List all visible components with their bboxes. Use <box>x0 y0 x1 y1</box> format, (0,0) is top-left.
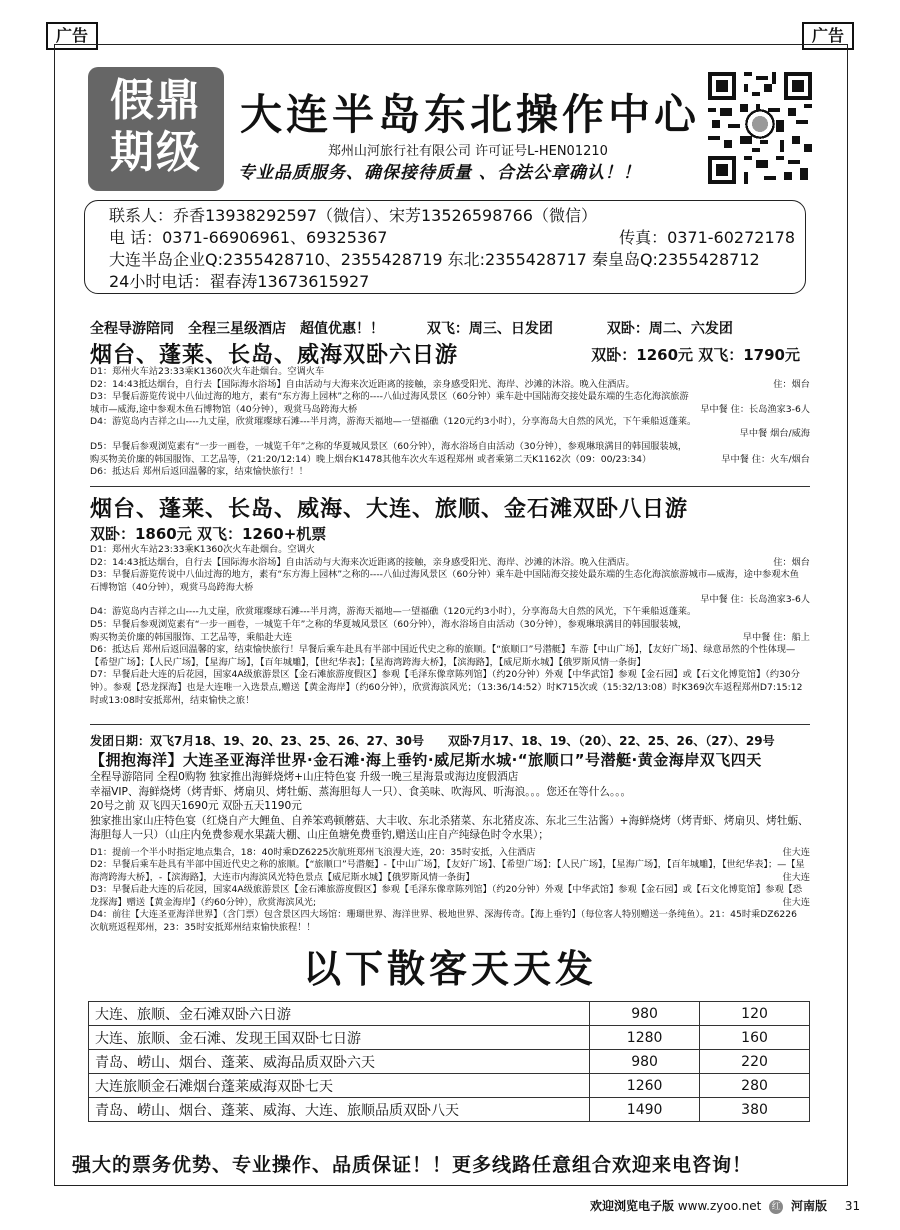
tour3-title: 【拥抱海洋】大连圣亚海洋世界·金石滩·海上垂钓·威尼斯水城·“旅顺口”号潜艇·黄金海岸双飞四天 <box>90 751 762 769</box>
tour1-section <box>90 318 810 479</box>
divider <box>90 486 810 487</box>
daily-tours-table <box>88 1001 810 1122</box>
itinerary-day: D1：郑州火车站23:33乘K1360次火车赴烟台。空调火车 <box>90 366 325 377</box>
itinerary-day: D2：14:43抵达烟台，自行去【国际海水浴场】自由活动与大海来次近距离的接触，亲身感受阳光、海岸、沙滩的沐浴。晚入住酒店。 住：烟台 <box>90 556 810 568</box>
contact-phone-row <box>109 227 795 249</box>
tour1-topline: 全程导游陪同 全程三星级酒店 超值优惠！！ 双飞：周三、日发团 双卧：周二、六发团 <box>90 321 733 337</box>
divider <box>90 724 810 725</box>
itinerary-day: D3：早餐后赴大连的后花园，国家4A级旅游景区【金石滩旅游度假区】参观【毛泽东像章陈列馆】（约20分钟）外观【中华武馆】参观【金石园】或【石文化博览馆】参观【恐龙探海】赠送【黄金海岸】（约60分钟），欣赏海滨风光; 住大连 <box>90 884 810 908</box>
brand-title: 大连半岛东北操作中心 <box>240 90 701 139</box>
itinerary-day: D3：早餐后游览传说中八仙过海的地方，素有“东方海上园林”之称的----八仙过海风景区（60分钟）乘车赴中国陆海交接处最东端的生态化海滨旅游城市—威海,途中参观木鱼石博物馆（40分钟），观赏马岛跨海大桥 早中餐 住：长岛渔家3-6人 <box>90 391 810 415</box>
itinerary-day: D5：早餐后参观浏览素有“一步一画卷，一城览千年”之称的华夏城风景区（60分钟），海水浴场自由活动（30分钟），参观琳琅满目的韩国服装城，购买物美价廉的韩国服饰、工艺品等，（21:20/12:14）晚上烟台K1478其他车次火车返程郑州 或者乘第二天K1162次（09：00/23:34） 早中餐 住：火车/烟台 <box>90 440 810 465</box>
tour3-intro <box>90 770 810 843</box>
itinerary-day: D1：郑州火车站23:33乘K1360次火车赴烟台。空调火 <box>90 544 315 555</box>
tour3-itinerary <box>90 847 810 935</box>
brand-slogan: 专业品质服务、确保接待质量 、合法公章确认！！ <box>238 163 641 183</box>
itinerary-day: D4：前往【大连圣亚海洋世界】（含门票）包含景区四大场馆：珊瑚世界、海洋世界、极地世界、深海传奇。【海上垂钓】（每位客人特别赠送一条纯鱼）。21：45时乘DZ6226次航班返程郑州，23：35时安抵郑州结束愉快旅程！！ <box>90 909 797 934</box>
table-row: 大连、旅顺、金石滩、发现王国双卧七日游 1280 160 <box>89 1026 810 1050</box>
footer-text: 欢迎浏览电子版 <box>590 1199 675 1213</box>
contact-box <box>84 200 806 294</box>
itinerary-day: D4：游览岛内吉祥之山----九丈崖，欣赏璀璨球石滩---半月湾，游海天福地—一望福礁（120元约3小时），分享海岛大自然的风光，下午乘船返蓬莱。 早中餐 烟台/威海 <box>90 416 810 440</box>
footer-site-link[interactable]: www.zyoo.net <box>677 1199 762 1213</box>
contact-persons: 联系人：乔香13938292597（微信）、宋芳13526598766（微信） <box>109 206 597 225</box>
itinerary-day: D1：提前一个半小时指定地点集合，18：40时乘DZ6225次航班郑州飞浪漫大连，20：35时安抵，入住酒店 住大连 <box>90 846 810 858</box>
contact-fax: 传真：0371-60272178 <box>619 228 795 247</box>
itinerary-day: D4：游览岛内吉祥之山----九丈崖，欣赏璀璨球石滩---半月湾，游海天福地—一望福礁（120元约3小时），分享海岛大自然的风光，下午乘船返蓬莱。 <box>90 606 697 618</box>
itinerary-day: D6：抵达后 郑州后返回温馨的家，结束愉快旅行！！ <box>90 466 308 478</box>
intro-line: 全程导游陪同 全程0购物 独家推出海鲜烧烤+山庄特色宴 升级一晚三星海景或海边度假酒店 <box>90 771 519 783</box>
tour3-section <box>90 732 810 935</box>
logo-line-2: 期级 <box>110 127 202 178</box>
bottom-slogan: 强大的票务优势、专业操作、品质保证！！更多线路任意组合欢迎来电咨询！ <box>72 1154 753 1176</box>
itinerary-day: D2：14:43抵达烟台，自行去【国际海水浴场】自由活动与大海来次近距离的接触，亲身感受阳光、海岸、沙滩的沐浴。晚入住酒店。 住：烟台 <box>90 378 810 390</box>
tour1-price: 双卧：1260元 双飞：1790元 <box>591 346 800 364</box>
qr-code-icon <box>708 72 812 184</box>
itinerary-day: D7：早餐后赴大连的后花园，国家4A级旅游景区【金石滩旅游度假区】参观【毛泽东像章陈列馆】（约20分钟）外观【中华武馆】参观【金石园】或【石文化博览馆】（约30分钟）。参观【恐龙探海】也是大连唯一入选景点,赠送【黄金海岸】（约60分钟），欣赏海滨风光；（13:36/14:52）时K715次或（15:32/13:08）时K369次车返程郑州D7:15:12时或13:08时安抵郑州，结束愉快之旅！ <box>90 669 803 706</box>
contact-phone: 电 话：0371-66906961、69325367 <box>109 228 388 247</box>
tour1-title: 烟台、蓬莱、长岛、威海双卧六日游 <box>90 343 459 368</box>
intro-line: 独家推出家山庄特色宴（红烧自产大鲤鱼、自养笨鸡顿蘑菇、大丰收、东北杀猪菜、东北猪皮冻、东北三生沾酱）+海鲜烧烤（烤青虾、烤扇贝、烤牡蛎、海胆每人一只）（山庄内免费参观水果蔬大棚、山庄鱼塘免费垂钓,赠送山庄自产纯绿色时令水果）； <box>90 814 809 841</box>
itinerary-day: D3：早餐后游览传说中八仙过海的地方，素有“东方海上园林”之称的----八仙过海风景区（60分钟）乘车赴中国陆海交接处最东端的生态化海滨旅游城市—威海，途中参观木鱼石博物馆（40分钟），观赏马岛跨海大桥 早中餐 住：长岛渔家3-6人 <box>90 569 810 605</box>
itinerary-day: D5：早餐后参观浏览素有“一步一画卷，一城览千年”之称的华夏城风景区（60分钟），海水浴场自由活动（30分钟），参观琳琅满目的韩国服装城，购买物美价廉的韩国服饰、工艺品等，乘船赴大连 早中餐 住：船上 <box>90 618 810 643</box>
contact-qq: 大连半岛企业Q:2355428710、2355428719 东北:2355428717 秦皇岛Q:2355428712 <box>109 250 760 269</box>
table-row: 青岛、崂山、烟台、蓬莱、威海品质双卧六天 980 220 <box>89 1050 810 1074</box>
tour1-itinerary <box>90 366 810 479</box>
daily-departure-heading: 以下散客天天发 <box>302 947 597 991</box>
contact-hotline: 24小时电话：翟春涛13673615927 <box>109 272 370 291</box>
tour2-itinerary <box>90 544 810 707</box>
itinerary-day: D6：抵达后 郑州后返回温馨的家，结束愉快旅行！早餐后乘车赴具有半部中国近代史之称的旅顺。【“旅顺口”号潜艇】车游【中山广场】，【友好广场】、绿意昂然的个性体现—【希望广场】；【人民广场】，【星海广场】，【百年城雕】，【世纪华表】；【星海湾跨海大桥】，【滨海路】，【威尼斯水城】【俄罗斯风情一条街】 <box>90 644 796 668</box>
company-license: 郑州山河旅行社有限公司 许可证号L-HEN01210 <box>328 144 608 159</box>
table-row: 大连旅顺金石滩烟台蓬莱威海双卧七天 1260 280 <box>89 1074 810 1098</box>
tour3-departure: 发团日期：双飞7月18、19、20、23、25、26、27、30号 双卧7月17、18、19、（20）、22、25、26、（27）、29号 <box>90 734 775 748</box>
ad-tag-left: 广告 <box>46 22 98 50</box>
itinerary-day: D2：早餐后乘车赴具有半部中国近代史之称的旅顺。【“旅顺口”号潜艇】-【中山广场】，【友好广场】、【希望广场】；【人民广场】，【星海广场】，【百年城雕】，【世纪华表】；—【星海湾跨海大桥】，-【滨海路】，大连市内海滨风光特色景点【威尼斯水城】【俄罗斯风情一条街】 住大连 <box>90 859 810 883</box>
table-row: 青岛、崂山、烟台、蓬莱、威海、大连、旅顺品质双卧八天 1490 380 <box>89 1098 810 1122</box>
intro-line: 幸福VIP、海鲜烧烤（烤青虾、烤扇贝、烤牡蛎、蒸海胆每人一只）、食美味、吹海风、听海浪。。。您还在等什么。。。 <box>90 785 632 798</box>
table-row: 大连、旅顺、金石滩双卧六日游 980 120 <box>89 1002 810 1026</box>
page-number: 31 <box>844 1199 861 1213</box>
tour2-title: 烟台、蓬莱、长岛、威海、大连、旅顺、金石滩双卧八日游 <box>90 497 689 522</box>
intro-line: 20号之前 双飞四天1690元 双卧五天1190元 <box>90 800 302 812</box>
tour2-price: 双卧：1860元 双飞：1260+机票 <box>90 525 327 543</box>
red-logo-icon: 红 <box>769 1200 783 1214</box>
tour2-section <box>90 492 810 707</box>
footer-edition: 河南版 <box>791 1199 828 1213</box>
brand-logo <box>88 67 224 191</box>
ad-tag-right: 广告 <box>802 22 854 50</box>
page-footer <box>590 1197 860 1214</box>
logo-line-1: 假鼎 <box>110 75 202 126</box>
